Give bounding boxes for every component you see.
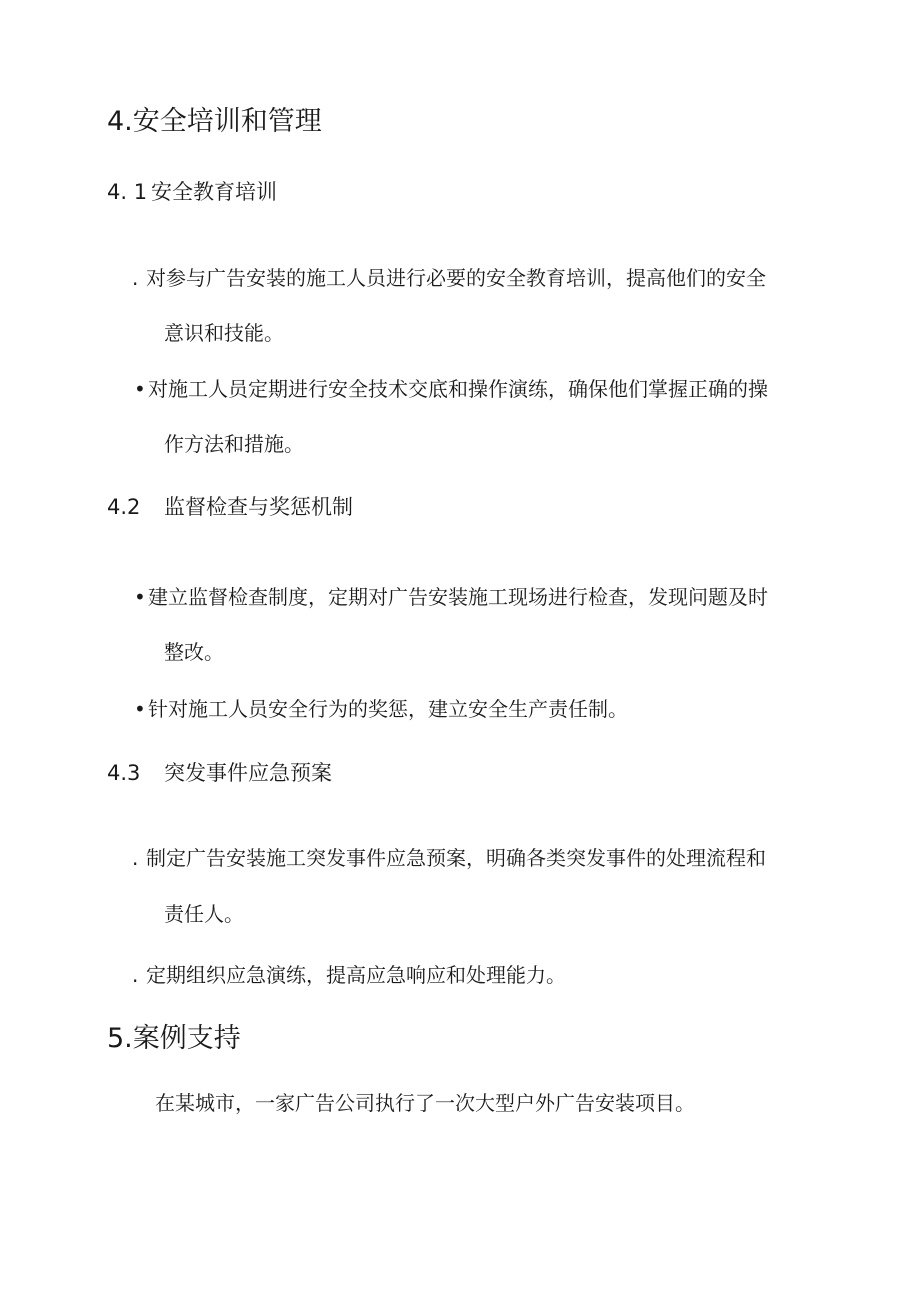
section-5-heading: 5.案例支持 xyxy=(107,1023,241,1054)
list-item-text: 针对施工人员安全行为的奖惩，建立安全生产责任制。 xyxy=(148,697,628,721)
list-marker: • xyxy=(134,377,146,401)
list-marker: . xyxy=(132,846,139,870)
list-item-continuation: 作方法和措施。 xyxy=(164,432,304,456)
list-marker: . xyxy=(132,266,139,290)
list-marker: • xyxy=(134,585,146,609)
subsection-4-1-heading xyxy=(107,177,277,207)
list-marker: • xyxy=(134,697,146,721)
list-item-continuation: 责任人。 xyxy=(164,902,244,926)
subsection-4-3-heading xyxy=(107,758,332,788)
list-item-text: 建立监督检查制度，定期对广告安装施工现场进行检查，发现问题及时 xyxy=(148,585,768,609)
list-item xyxy=(134,695,628,723)
list-marker: . xyxy=(132,963,139,987)
list-item xyxy=(132,961,566,989)
subsection-title: 监督检查与奖惩机制 xyxy=(164,495,353,519)
list-item xyxy=(134,375,768,403)
list-item xyxy=(132,844,766,872)
body-paragraph: 在某城市，一家广告公司执行了一次大型户外广告安装项目。 xyxy=(155,1091,695,1115)
subsection-title: 突发事件应急预案 xyxy=(164,761,332,785)
subsection-number: 4.3 xyxy=(107,761,141,785)
subsection-number: 4. 1 xyxy=(107,180,148,204)
list-item-continuation: 整改。 xyxy=(164,640,224,664)
list-item-continuation: 意识和技能。 xyxy=(164,321,284,345)
subsection-number: 4.2 xyxy=(107,495,141,519)
list-item xyxy=(134,583,768,611)
list-item xyxy=(132,264,766,292)
list-item-text: 对参与广告安装的施工人员进行必要的安全教育培训，提高他们的安全 xyxy=(146,266,766,290)
section-4-heading: 4.安全培训和管理 xyxy=(107,106,322,137)
subsection-4-2-heading xyxy=(107,492,353,522)
subsection-title: 安全教育培训 xyxy=(151,180,277,204)
list-item-text: 定期组织应急演练，提高应急响应和处理能力。 xyxy=(146,963,566,987)
list-item-text: 制定广告安装施工突发事件应急预案，明确各类突发事件的处理流程和 xyxy=(146,846,766,870)
list-item-text: 对施工人员定期进行安全技术交底和操作演练，确保他们掌握正确的操 xyxy=(148,377,768,401)
